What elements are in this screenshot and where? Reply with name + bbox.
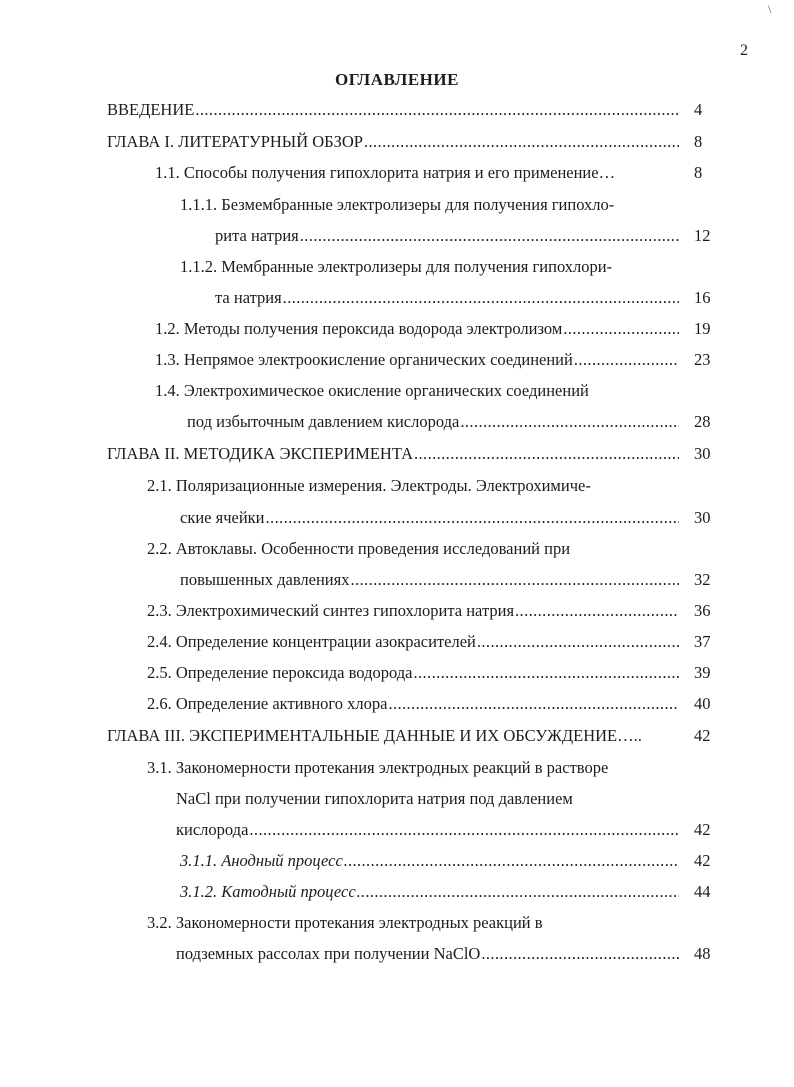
toc-page-number: 48: [694, 944, 711, 963]
leader-dots: [350, 569, 679, 591]
page-number: 2: [740, 42, 748, 59]
toc-entry-3-2-line1: 3.2. Закономерности протекания электродных реакций в: [147, 913, 543, 932]
toc-page-number: 30: [694, 444, 711, 463]
toc-entry-text: рита натрия: [215, 226, 299, 245]
leader-dots: [344, 850, 679, 872]
toc-entry-3-1-line2: NaCl при получении гипохлорита натрия под давлением: [176, 789, 573, 808]
toc-entry-2-6: [147, 693, 679, 715]
leader-dots: [563, 318, 679, 340]
toc-entry-intro: [107, 99, 679, 121]
toc-page-number: 19: [694, 319, 711, 338]
toc-entry-3-2-line2: [176, 943, 679, 965]
leader-dots: [266, 507, 679, 529]
page-title: ОГЛАВЛЕНИЕ: [335, 70, 459, 89]
toc-entry-text: 2.3. Электрохимический синтез гипохлорита натрия: [147, 601, 515, 620]
corner-scan-mark: \: [768, 2, 772, 16]
toc-entry-1-1-1-line1: 1.1.1. Безмембранные электролизеры для получения гипохло-: [180, 195, 615, 214]
toc-entry-text: ВВЕДЕНИЕ: [107, 100, 195, 119]
toc-page-number: 42: [694, 726, 711, 745]
toc-entry-text: 2.5. Определение пероксида водорода: [147, 663, 413, 682]
leader-dots: [413, 662, 679, 684]
leader-dots: [249, 819, 679, 841]
toc-entry-1-1-2-line2: [215, 287, 679, 309]
leader-dots: [195, 99, 679, 121]
toc-page-number: 8: [694, 132, 703, 151]
toc-entry-2-5: [147, 662, 679, 684]
toc-entry-2-2-line1: 2.2. Автоклавы. Особенности проведения исследований при: [147, 539, 571, 558]
leader-dots: [481, 943, 679, 965]
toc-page-number: 42: [694, 820, 711, 839]
toc-entry-text: 2.6. Определение активного хлора: [147, 694, 388, 713]
toc-entry-text: 3.1.2. Катодный процесс: [180, 882, 356, 901]
toc-entry-text: та натрия: [215, 288, 282, 307]
toc-page-number: 8: [694, 163, 703, 182]
toc-page-number: 44: [694, 882, 711, 901]
toc-entry-3-1-2: [180, 881, 679, 903]
toc-entry-chapter-1: [107, 131, 679, 153]
toc-entry-chapter-2: [107, 443, 679, 465]
toc-page-number: 30: [694, 508, 711, 527]
toc-page-number: 32: [694, 570, 711, 589]
leader-dots: [300, 225, 679, 247]
leader-dots: [364, 131, 679, 153]
toc-entry-1-4-line2: [187, 411, 679, 433]
toc-page-number: 39: [694, 663, 711, 682]
leader-dots: [414, 443, 679, 465]
toc-entry-2-1-line1: 2.1. Поляризационные измерения. Электроды. Электрохимиче-: [147, 476, 591, 495]
toc-page-number: 28: [694, 412, 711, 431]
toc-page-number: 37: [694, 632, 711, 651]
toc-entry-text: ГЛАВА II. МЕТОДИКА ЭКСПЕРИМЕНТА: [107, 444, 413, 463]
leader-dots: [460, 411, 679, 433]
toc-entry-1-1: 1.1. Способы получения гипохлорита натрия и его применение…: [155, 163, 616, 182]
toc-entry-1-1-1-line2: [215, 225, 679, 247]
toc-entry-1-3: [155, 349, 679, 371]
toc-entry-2-1-line2: [180, 507, 679, 529]
leader-dots: [574, 349, 679, 371]
leader-dots: [515, 600, 679, 622]
toc-page-number: 16: [694, 288, 711, 307]
leader-dots: [283, 287, 679, 309]
toc-page-number: 12: [694, 226, 711, 245]
toc-entry-3-1-1: [180, 850, 679, 872]
leader-dots: [388, 693, 679, 715]
toc-page-number: 42: [694, 851, 711, 870]
toc-entry-2-2-line2: [180, 569, 679, 591]
toc-entry-3-1-line3: [176, 819, 679, 841]
toc-page-number: 40: [694, 694, 711, 713]
toc-entry-text: 1.3. Непрямое электроокисление органических соединений: [155, 350, 573, 369]
toc-entry-text: ские ячейки: [180, 508, 265, 527]
toc-page-number: 36: [694, 601, 711, 620]
toc-page-number: 23: [694, 350, 711, 369]
toc-entry-chapter-3: ГЛАВА III. ЭКСПЕРИМЕНТАЛЬНЫЕ ДАННЫЕ И ИХ ОБСУЖДЕНИЕ…..: [107, 726, 642, 745]
toc-entry-2-4: [147, 631, 679, 653]
toc-entry-text: 1.2. Методы получения пероксида водорода электролизом: [155, 319, 563, 338]
toc-entry-text: 2.4. Определение концентрации азокрасителей: [147, 632, 476, 651]
toc-entry-1-1-2-line1: 1.1.2. Мембранные электролизеры для получения гипохлори-: [180, 257, 613, 276]
leader-dots: [477, 631, 679, 653]
toc-entry-1-4-line1: 1.4. Электрохимическое окисление органических соединений: [155, 381, 589, 400]
toc-entry-3-1-line1: 3.1. Закономерности протекания электродных реакций в растворе: [147, 758, 609, 777]
toc-entry-1-2: [155, 318, 679, 340]
toc-entry-text: 3.1.1. Анодный процесс: [180, 851, 343, 870]
leader-dots: [357, 881, 679, 903]
toc-entry-text: под избыточным давлением кислорода: [187, 412, 460, 431]
toc-entry-text: кислорода: [176, 820, 249, 839]
toc-entry-text: повышенных давлениях: [180, 570, 350, 589]
toc-entry-2-3: [147, 600, 679, 622]
toc-page-number: 4: [694, 100, 703, 119]
toc-entry-text: ГЛАВА I. ЛИТЕРАТУРНЫЙ ОБЗОР: [107, 132, 363, 151]
toc-entry-text: подземных рассолах при получении NaClO: [176, 944, 481, 963]
